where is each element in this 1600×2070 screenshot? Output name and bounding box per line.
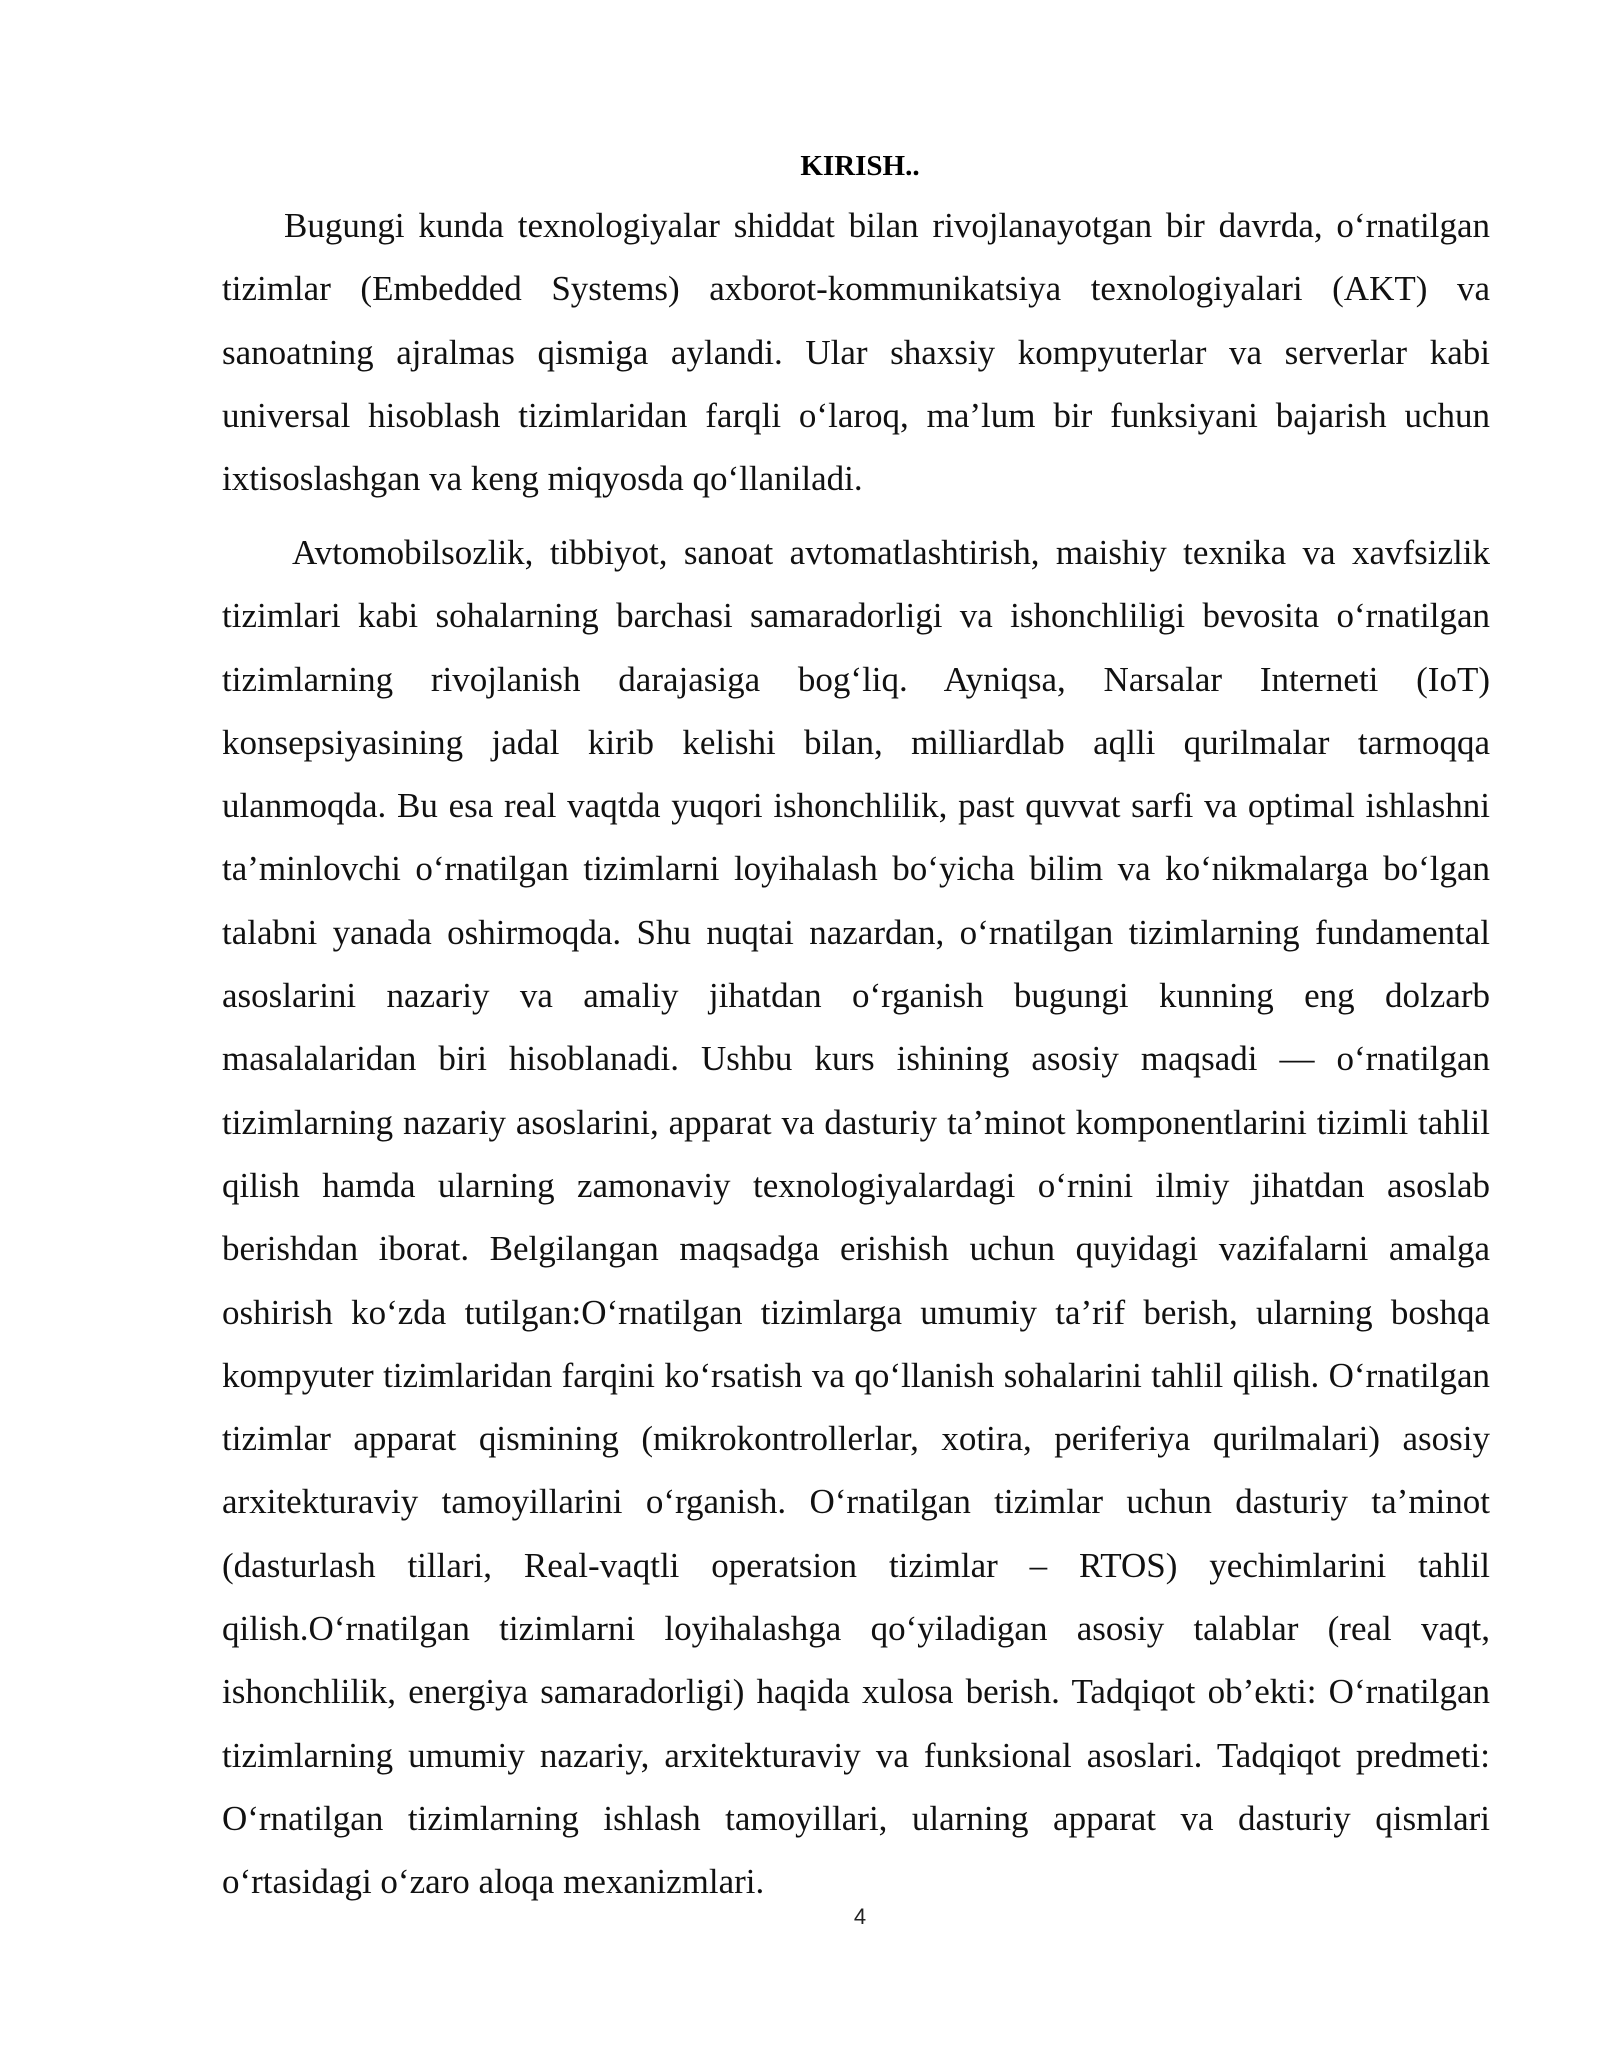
section-title: KIRISH.. <box>800 150 920 182</box>
paragraph-main: Avtomobilsozlik, tibbiyot, sanoat avtomatlashtirish, maishiy texnika va xavfsizlik tizimlari kabi sohalarning barchasi samaradorligi va ishonchliligi bevosita o‘rnatilgan tizimlarning rivojlanish darajasiga bog‘liq. Ayniqsa, Narsalar Interneti (IoT) konsepsiyasining jadal kirib kelishi bilan, milliardlab aqlli qurilmalar tarmoqqa ulanmoqda. Bu esa real vaqtda yuqori ishonchlilik, past quvvat sarfi va optimal ishlashni ta’minlovchi o‘rnatilgan tizimlarni loyihalash bo‘yicha bilim va ko‘nikmalarga bo‘lgan talabni yanada oshirmoqda. Shu nuqtai nazardan, o‘rnatilgan tizimlarning fundamental asoslarini nazariy va amaliy jihatdan o‘rganish bugungi kunning eng dolzarb masalalaridan biri hisoblanadi. Ushbu kurs ishining asosiy maqsadi — o‘rnatilgan tizimlarning nazariy asoslarini, apparat va dasturiy ta’minot komponentlarini tizimli tahlil qilish hamda ularning zamonaviy texnologiyalardagi o‘rnini ilmiy jihatdan asoslab berishdan iborat. Belgilangan maqsadga erishish uchun quyidagi vazifalarni amalga oshirish ko‘zda tutilgan:O‘rnatilgan tizimlarga umumiy ta’rif berish, ularning boshqa kompyuter tizimlaridan farqini ko‘rsatish va qo‘llanish sohalarini tahlil qilish. O‘rnatilgan tizimlar apparat qismining (mikrokontrollerlar, xotira, periferiya qurilmalari) asosiy arxitekturaviy tamoyillarini o‘rganish. O‘rnatilgan tizimlar uchun dasturiy ta’minot (dasturlash tillari, Real-vaqtli operatsion tizimlar – RTOS) yechimlarini tahlil qilish.O‘rnatilgan tizimlarni loyihalashga qo‘yiladigan asosiy talablar (real vaqt, ishonchlilik, energiya samaradorligi) haqida xulosa berish. Tadqiqot ob’ekti: O‘rnatilgan tizimlarning umumiy nazariy, arxitekturaviy va funksional asoslari. Tadqiqot predmeti: O‘rnatilgan tizimlarning ishlash tamoyillari, ularning apparat va dasturiy qismlari o‘rtasidagi o‘zaro aloqa mexanizmlari. <box>222 533 1490 1902</box>
paragraph-intro: Bugungi kunda texnologiyalar shiddat bilan rivojlanayotgan bir davrda, o‘rnatilgan tizimlar (Embedded Systems) axborot-kommunikatsiya texnologiyalari (AKT) va sanoatning ajralmas qismiga aylandi. Ular shaxsiy kompyuterlar va serverlar kabi universal hisoblash tizimlaridan farqli o‘laroq, ma’lum bir funksiyani bajarish uchun ixtisoslashgan va keng miqyosda qo‘llaniladi. <box>222 206 1490 499</box>
page-number: 4 <box>853 1904 867 1929</box>
